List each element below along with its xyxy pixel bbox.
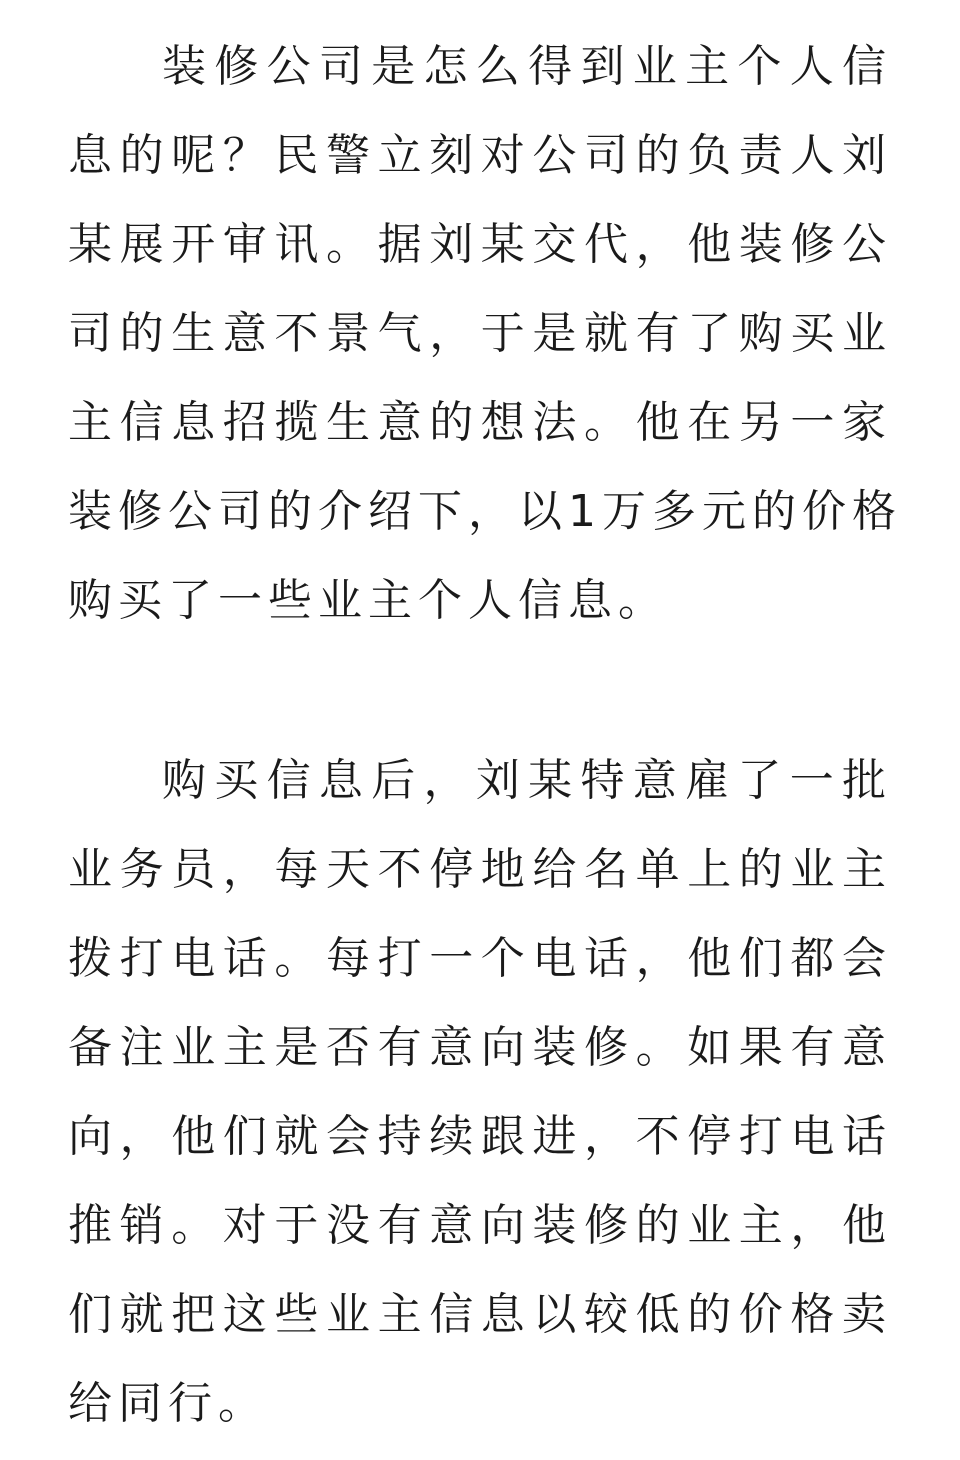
text-line: 向，他们就会持续跟进，不停打电话 xyxy=(68,1111,892,1162)
text-line: 息的呢？民警立刻对公司的负责人刘 xyxy=(68,130,892,181)
text-line: 装修公司的介绍下，以1万多元的价格 xyxy=(68,486,902,537)
text-line: 备注业主是否有意向装修。如果有意 xyxy=(68,1022,892,1073)
paragraph-2 xyxy=(68,736,892,1448)
text-line: 装修公司是怎么得到业主个人信 xyxy=(162,41,892,92)
text-line: 司的生意不景气，于是就有了购买业 xyxy=(68,308,892,359)
text-line: 主信息招揽生意的想法。他在另一家 xyxy=(68,397,892,448)
text-line: 购买了一些业主个人信息。 xyxy=(68,575,668,626)
paragraph-spacer xyxy=(68,645,892,736)
text-line: 某展开审讯。据刘某交代，他装修公 xyxy=(68,219,892,270)
text-line: 业务员，每天不停地给名单上的业主 xyxy=(68,844,892,895)
text-line: 给同行。 xyxy=(68,1378,268,1429)
text-line: 推销。对于没有意向装修的业主，他 xyxy=(68,1200,892,1251)
text-line: 们就把这些业主信息以较低的价格卖 xyxy=(68,1289,892,1340)
article-body xyxy=(68,22,902,1448)
text-line: 购买信息后，刘某特意雇了一批 xyxy=(162,755,892,806)
text-line: 拨打电话。每打一个电话，他们都会 xyxy=(68,933,892,984)
paragraph-1 xyxy=(68,22,902,645)
